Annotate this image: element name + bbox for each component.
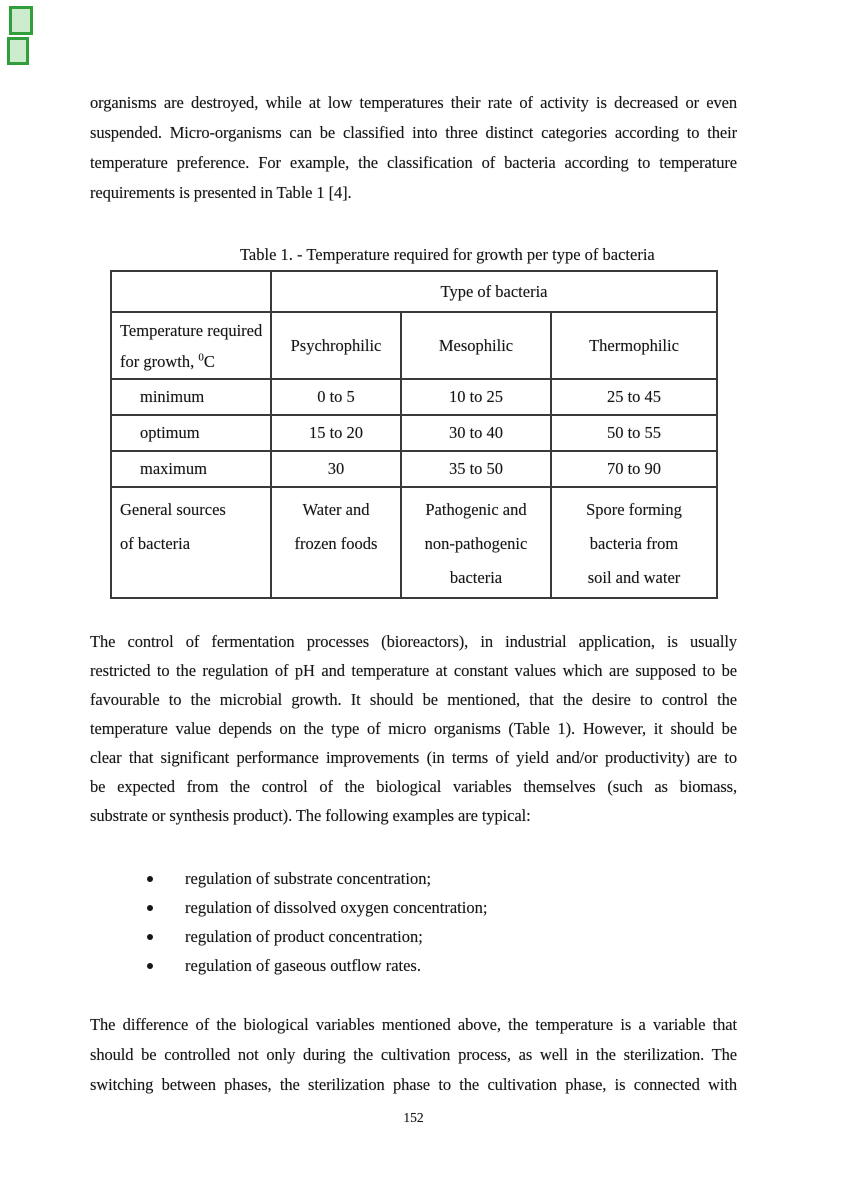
cell-sources-psychrophilic — [271, 487, 401, 598]
list-item — [90, 951, 737, 980]
text-line: be expected from the control of the biological variables themselves (such as biomass, — [90, 777, 737, 796]
list-item — [90, 864, 737, 893]
bullet-icon — [147, 934, 153, 940]
cell-value: 25 to 45 — [551, 379, 717, 415]
cell-sources-mesophilic — [401, 487, 551, 598]
cell-value: 30 to 40 — [401, 415, 551, 451]
text-line: requirements is presented in Table 1 [4]. — [90, 183, 352, 202]
table-cell-empty — [111, 271, 271, 312]
table-header-type-of-bacteria: Type of bacteria — [271, 271, 717, 312]
row-label-general-sources — [111, 487, 271, 598]
cell-line: Pathogenic and — [425, 500, 527, 519]
cell-value: 50 to 55 — [551, 415, 717, 451]
cell-line: bacteria from — [589, 534, 679, 553]
text-line: The control of fermentation processes (bioreactors), in industrial application, is usually — [90, 632, 737, 651]
column-header-psychrophilic: Psychrophilic — [271, 312, 401, 379]
superscript-zero: 0 — [198, 351, 204, 363]
table-header-temperature — [111, 312, 271, 379]
paragraph-intro — [90, 88, 737, 208]
cell-value: 30 — [271, 451, 401, 487]
header-line: for growth, $^0$C — [120, 351, 215, 371]
bullet-text: regulation of substrate concentration; — [185, 869, 432, 888]
bullet-icon — [147, 876, 153, 882]
row-label-maximum: maximum — [111, 451, 271, 487]
column-header-thermophilic: Thermophilic — [551, 312, 717, 379]
cell-line: soil and water — [587, 568, 681, 587]
column-header-mesophilic: Mesophilic — [401, 312, 551, 379]
bacteria-table — [110, 270, 718, 599]
cell-value: 10 to 25 — [401, 379, 551, 415]
table-row-optimum — [111, 415, 717, 451]
text-line: restricted to the regulation of pH and temperature at constant values which are supposed to be — [90, 661, 737, 680]
text-line: The difference of the biological variables mentioned above, the temperature is a variable that — [90, 1015, 737, 1034]
text-line: temperature preference. For example, the classification of bacteria according to temperature — [90, 153, 737, 172]
cell-line: of bacteria — [120, 534, 191, 553]
table-caption: Table 1. - Temperature required for growth per type of bacteria — [240, 245, 655, 264]
table-row-minimum — [111, 379, 717, 415]
cell-line: bacteria — [449, 568, 503, 587]
bullet-text: regulation of dissolved oxygen concentration; — [185, 898, 488, 917]
page-number: 152 — [403, 1110, 424, 1125]
list-item — [90, 893, 737, 922]
bullet-list — [90, 864, 737, 980]
text-line: clear that significant performance improvements (in terms of yield and/or productivity) are to — [90, 748, 737, 767]
table-row-general-sources — [111, 487, 717, 598]
bullet-text: regulation of product concentration; — [185, 927, 423, 946]
text-line: favourable to the microbial growth. It should be mentioned, that the desire to control the — [90, 690, 737, 709]
scan-artifact-green-top — [9, 6, 33, 35]
table-row-maximum — [111, 451, 717, 487]
page-content — [90, 0, 737, 1128]
text-line: should be controlled not only during the cultivation process, as well in the sterilization. The — [90, 1045, 737, 1064]
cell-value: 0 to 5 — [271, 379, 401, 415]
paragraph-control — [90, 627, 737, 830]
list-item — [90, 922, 737, 951]
cell-line: non-pathogenic — [424, 534, 528, 553]
bullet-icon — [147, 905, 153, 911]
cell-value: 70 to 90 — [551, 451, 717, 487]
paragraph-difference — [90, 1010, 737, 1100]
text-line: organisms are destroyed, while at low temperatures their rate of activity is decreased or even — [90, 93, 737, 112]
row-label-optimum: optimum — [111, 415, 271, 451]
header-line: Temperature required — [120, 320, 263, 340]
text-line: temperature value depends on the type of micro organisms (Table 1). However, it should be — [90, 719, 737, 738]
cell-line: General sources — [120, 500, 226, 519]
cell-value: 15 to 20 — [271, 415, 401, 451]
cell-sources-thermophilic — [551, 487, 717, 598]
bullet-icon — [147, 963, 153, 969]
cell-line: frozen foods — [294, 534, 378, 553]
scan-artifact-green-bottom — [7, 37, 29, 65]
bullet-text: regulation of gaseous outflow rates. — [185, 956, 421, 975]
row-label-minimum: minimum — [111, 379, 271, 415]
cell-line: Water and — [302, 500, 370, 519]
text-line: suspended. Micro-organisms can be classified into three distinct categories according to their — [90, 123, 737, 142]
text-line: switching between phases, the sterilization phase to the cultivation phase, is connected with — [90, 1075, 737, 1094]
cell-line: Spore forming — [586, 500, 682, 519]
cell-value: 35 to 50 — [401, 451, 551, 487]
text-line: substrate or synthesis product). The following examples are typical: — [90, 806, 531, 825]
